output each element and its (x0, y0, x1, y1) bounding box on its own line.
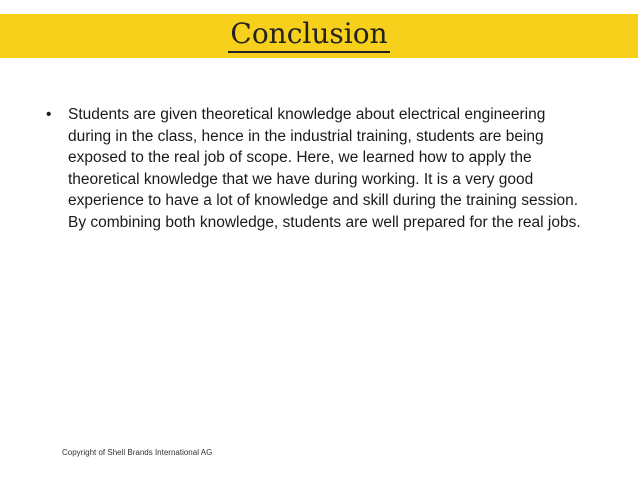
slide-title (0, 14, 618, 54)
bullet-item (46, 104, 586, 233)
slide-title-text: Conclusion (228, 17, 389, 53)
slide-content (46, 104, 586, 233)
bullet-marker: • (46, 106, 52, 123)
footer-copyright: Copyright of Shell Brands International AG (62, 448, 213, 457)
bullet-text: Students are given theoretical knowledge about electrical engineering during in the class, hence in the industrial training, students are being exposed to the real job of scope. Here, we learned how to apply the theoretical knowledge that we have during working. It is a very good experience to have a lot of knowledge and skill during the training session. By combining both knowledge, students are well prepared for the real jobs. (68, 106, 581, 231)
